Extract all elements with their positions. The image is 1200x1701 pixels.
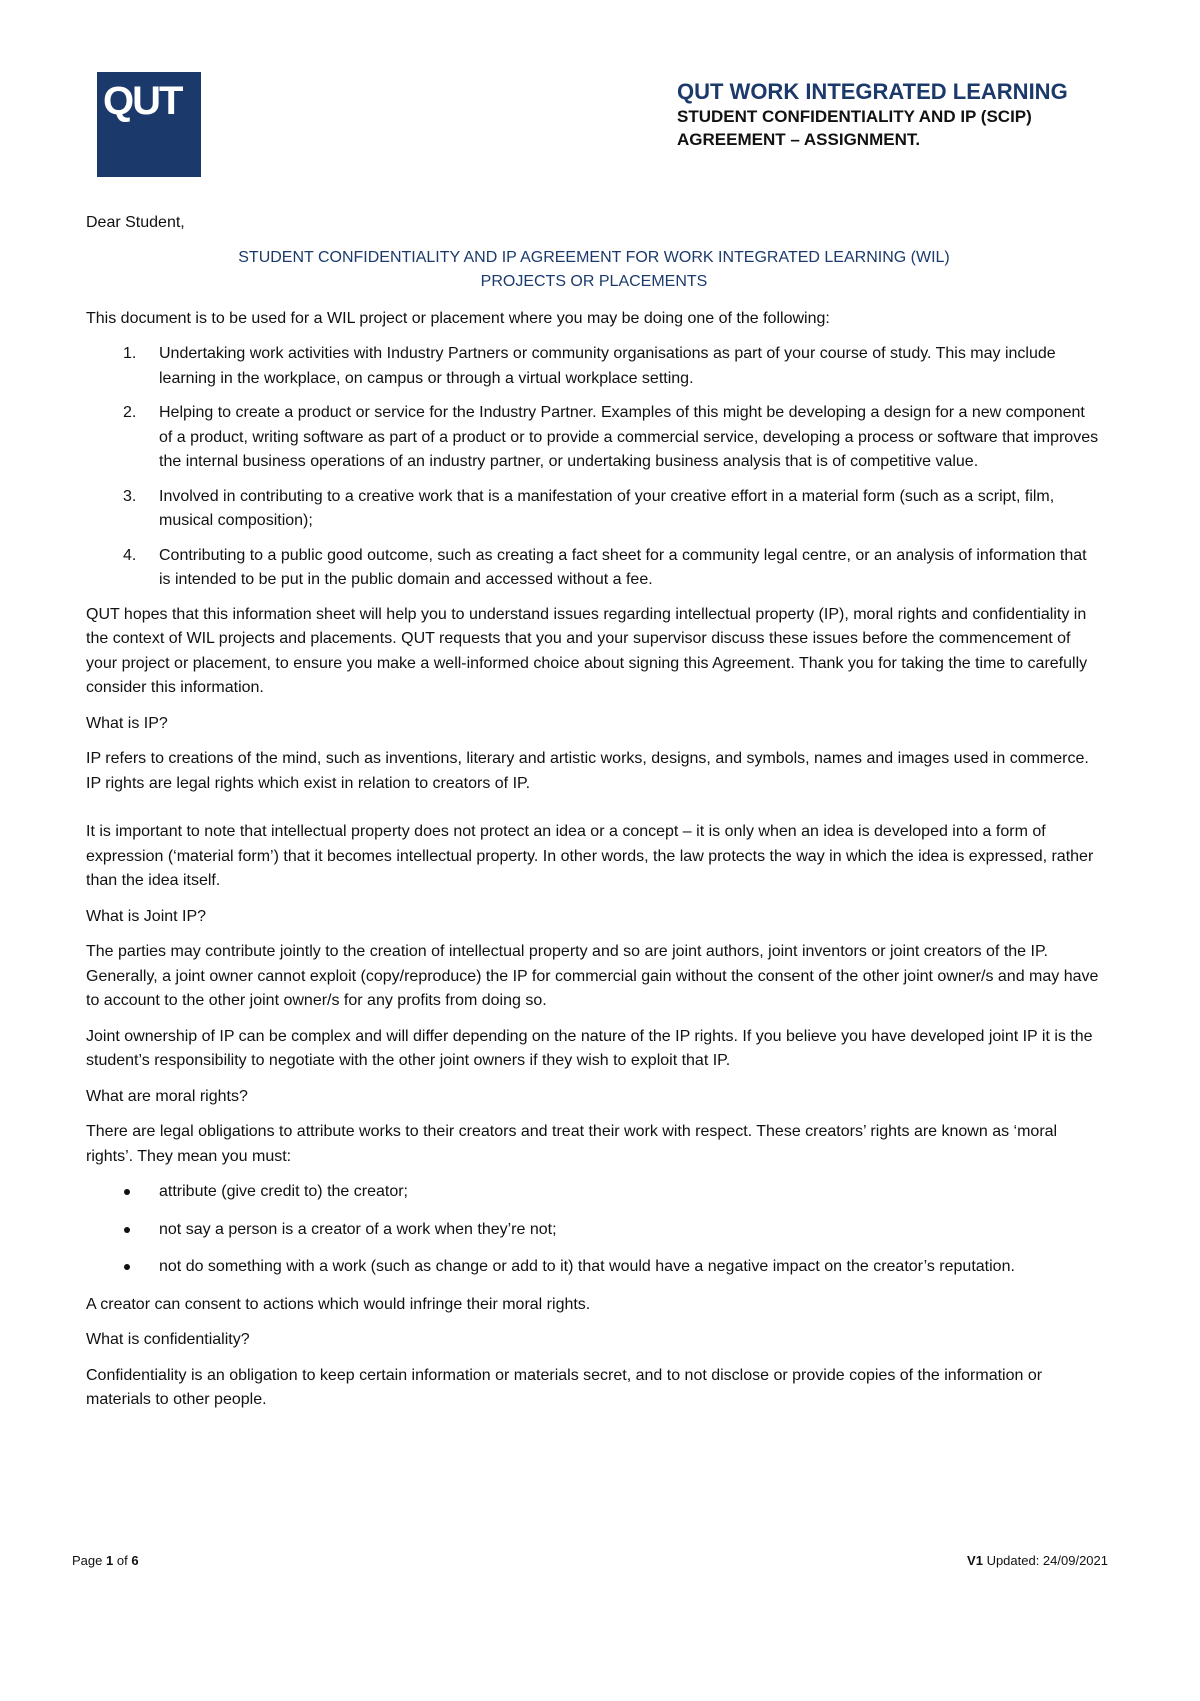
page-label: Page xyxy=(72,1553,103,1568)
qut-logo xyxy=(97,72,201,177)
intro-paragraph: This document is to be used for a WIL project or placement where you may be doing one of the following: xyxy=(86,309,830,327)
header-title: QUT WORK INTEGRATED LEARNING xyxy=(677,79,1068,104)
list-item xyxy=(86,1255,1102,1280)
list-item-text: Contributing to a public good outcome, such as creating a fact sheet for a community legal centre, or an analysis of information that is intended to be put in the public domain and accessed without a fee. xyxy=(159,546,1087,588)
section-heading-ip: What is IP? xyxy=(86,714,168,732)
list-number: 4. xyxy=(123,546,137,564)
qut-hopes-paragraph: QUT hopes that this information sheet will help you to understand issues regarding intellectual property (IP), moral rights and confidentiality in the context of WIL projects and placements. QUT requests that you and your supervisor discuss these issues before the commencement of your project or placement, to ensure you make a well-informed choice about signing this Agreement. Thank you for taking the time to carefully consider this information. xyxy=(86,605,1088,696)
section-heading-joint-ip: What is Joint IP? xyxy=(86,907,207,925)
ip-paragraph-1: IP refers to creations of the mind, such as inventions, literary and artistic works, designs, and symbols, names and images used in commerce. IP rights are legal rights which exist in relation to creators of IP. xyxy=(86,750,1089,792)
list-item xyxy=(86,342,1102,391)
confidentiality-paragraph: Confidentiality is an obligation to keep certain information or materials secret, and to not disclose or provide copies of the information or materials to other people. xyxy=(86,1366,1043,1408)
joint-ip-paragraph-1: The parties may contribute jointly to the creation of intellectual property and so are joint authors, joint inventors or joint creators of the IP. Generally, a joint owner cannot exploit (copy/reproduce) the IP for commercial gain without the consent of the other joint owner/s and may have to account to the other joint owner/s for any profits from doing so. xyxy=(86,943,1099,1009)
letter-body xyxy=(86,211,1102,1413)
greeting: Dear Student, xyxy=(86,214,185,231)
page-of-label: of xyxy=(116,1553,128,1568)
bullet-icon xyxy=(124,1264,130,1270)
list-number: 3. xyxy=(123,487,137,505)
moral-rights-paragraph-2: A creator can consent to actions which would infringe their moral rights. xyxy=(86,1295,591,1313)
header-subtitle-line1: STUDENT CONFIDENTIALITY AND IP (SCIP) xyxy=(677,107,1032,126)
page-number xyxy=(72,1553,139,1568)
list-item xyxy=(86,544,1102,593)
section-heading-confidentiality: What is confidentiality? xyxy=(86,1331,250,1348)
bullet-icon xyxy=(124,1189,130,1195)
logo-text: QUT xyxy=(103,79,182,123)
list-number: 1. xyxy=(123,345,137,362)
list-item-text: attribute (give credit to) the creator; xyxy=(159,1183,408,1200)
letter-title-line2: PROJECTS OR PLACEMENTS xyxy=(480,273,708,290)
list-item xyxy=(86,485,1102,534)
bullet-icon xyxy=(124,1227,130,1233)
moral-rights-paragraph-1: There are legal obligations to attribute works to their creators and treat their work with respect. These creators’ rights are known as ‘moral rights’. They mean you must: xyxy=(86,1123,1058,1165)
letter-title xyxy=(86,246,1102,295)
version-label: V1 xyxy=(967,1553,983,1568)
page-total: 6 xyxy=(131,1553,139,1568)
list-item xyxy=(86,401,1102,475)
section-heading-moral-rights: What are moral rights? xyxy=(86,1087,248,1105)
updated-date: Updated: 24/09/2021 xyxy=(986,1553,1108,1568)
list-item xyxy=(86,1218,1102,1243)
list-item-text: Helping to create a product or service for the Industry Partner. Examples of this might be developing a design for a new component of a product, writing software as part of a product or to provide a commercial service, developing a process or software that improves the internal business operations of an industry partner, or undertaking business analysis that is of competitive value. xyxy=(159,404,1099,470)
document-header xyxy=(677,79,1068,151)
letter-title-line1: STUDENT CONFIDENTIALITY AND IP AGREEMENT FOR WORK INTEGRATED LEARNING (WIL) xyxy=(238,248,950,266)
header-subtitle-line2: AGREEMENT – ASSIGNMENT. xyxy=(677,130,921,149)
list-item-text: not do something with a work (such as change or add to it) that would have a negative impact on the creator’s reputation. xyxy=(159,1258,1015,1275)
activities-list xyxy=(86,342,1102,593)
list-number: 2. xyxy=(123,404,137,421)
page-current: 1 xyxy=(106,1553,114,1568)
list-item-text: not say a person is a creator of a work when they’re not; xyxy=(159,1220,557,1238)
moral-rights-list xyxy=(86,1180,1102,1280)
list-item xyxy=(86,1180,1102,1205)
joint-ip-paragraph-2: Joint ownership of IP can be complex and will differ depending on the nature of the IP rights. If you believe you have developed joint IP it is the student’s responsibility to negotiate with the other joint owners if they wish to exploit that IP. xyxy=(86,1027,1093,1069)
list-item-text: Undertaking work activities with Industry Partners or community organisations as part of your course of study. This may include learning in the workplace, on campus or through a virtual workplace setting. xyxy=(159,345,1056,387)
list-item-text: Involved in contributing to a creative work that is a manifestation of your creative effort in a material form (such as a script, film, musical composition); xyxy=(159,487,1055,529)
ip-paragraph-2: It is important to note that intellectual property does not protect an idea or a concept – it is only when an idea is developed into a form of expression (‘material form’) that it becomes intellectual property. In other words, the law protects the way in which the idea is expressed, rather than the idea itself. xyxy=(86,823,1094,889)
version-info xyxy=(967,1553,1108,1568)
